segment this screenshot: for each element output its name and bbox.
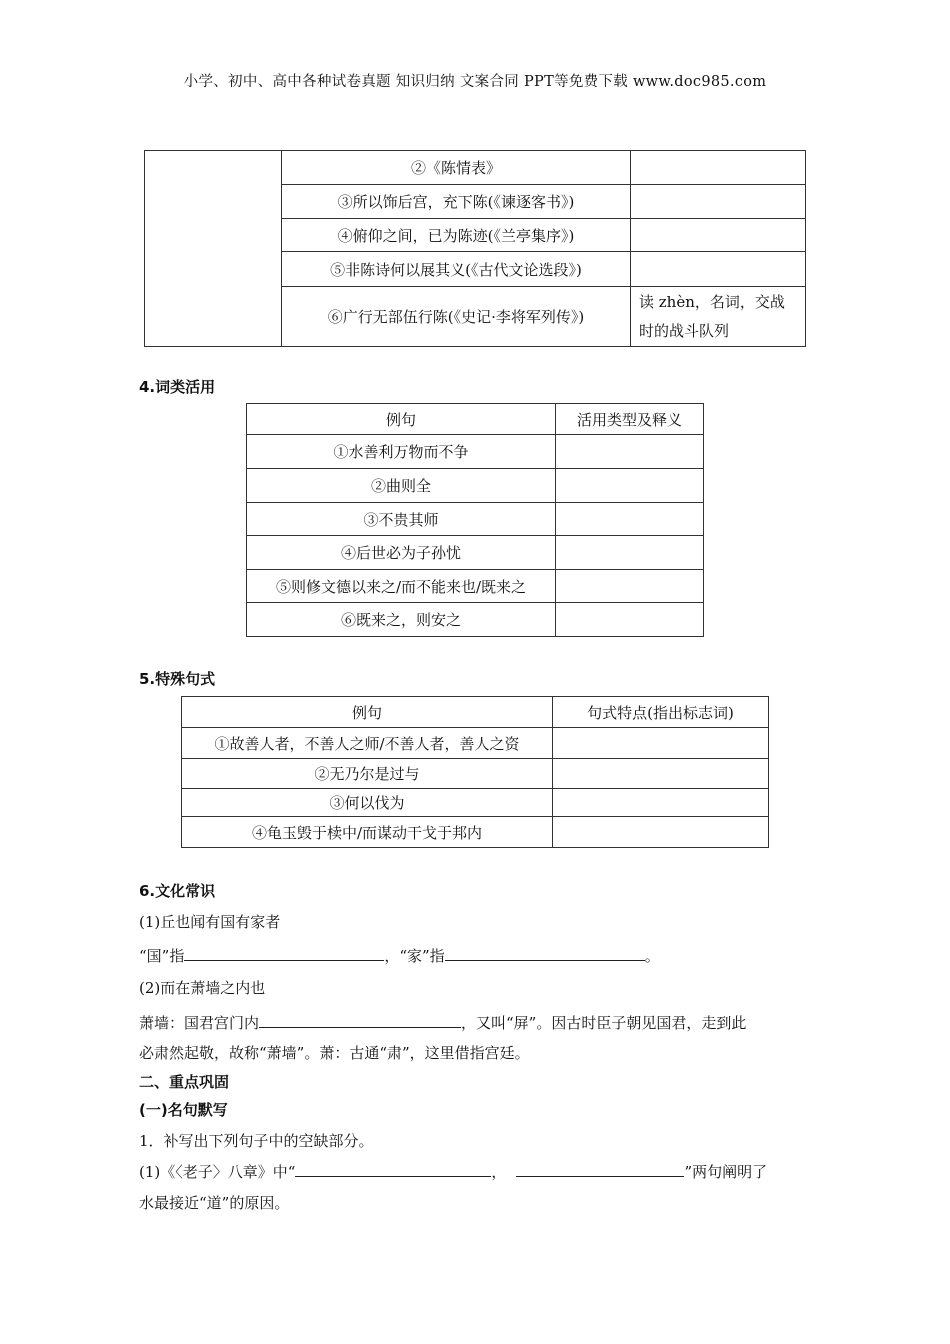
table-cell <box>556 503 704 536</box>
text-fragment: (1)《〈老子〉八章》中“ <box>139 1163 296 1181</box>
table-cell <box>631 252 806 287</box>
section-title: 4.词类活用 <box>139 378 216 396</box>
text-fragment: “国”指 <box>139 947 185 965</box>
table-cell: ⑥广行无部伍行陈(《史记·李将军列传》) <box>282 287 631 347</box>
text-fragment: ”两句阐明了 <box>684 1163 768 1181</box>
table-cell: ①故善人者，不善人之师/不善人者，善人之资 <box>182 728 553 759</box>
table-cell <box>556 469 704 503</box>
table-cell: ③何以伐为 <box>182 789 553 817</box>
table-cell: ③所以饰后宫，充下陈(《谏逐客书》) <box>282 185 631 219</box>
table-cell: ③不贵其师 <box>247 503 556 536</box>
chen-meaning-table <box>144 150 806 347</box>
fill-line <box>139 1012 746 1033</box>
table-cell: ⑥既来之，则安之 <box>247 603 556 637</box>
answer-blank[interactable] <box>295 1162 491 1177</box>
table-cell: ⑤则修文德以来之/而不能来也/既来之 <box>247 570 556 603</box>
section-title: 6.文化常识 <box>139 882 216 900</box>
table-cell: ②《陈情表》 <box>282 151 631 185</box>
answer-blank[interactable] <box>445 946 645 961</box>
table-cell <box>556 536 704 570</box>
question-text: (2)而在萧墙之内也 <box>139 979 266 997</box>
text-fragment: ，“家”指 <box>384 947 445 965</box>
text-fragment: ， <box>491 1163 507 1181</box>
part-title: 二、重点巩固 <box>139 1073 230 1091</box>
question-text: 1．补写出下列句子中的空缺部分。 <box>139 1132 374 1150</box>
table-cell: ④后世必为子孙忧 <box>247 536 556 570</box>
table-cell <box>631 219 806 252</box>
answer-blank[interactable] <box>516 1162 684 1177</box>
meaning-line: 时的战斗队列 <box>639 321 730 340</box>
table-cell: ①水善利万物而不争 <box>247 435 556 469</box>
table-cell <box>553 789 769 817</box>
fill-line <box>139 1161 767 1182</box>
table-header: 例句 <box>247 404 556 435</box>
table-cell <box>631 151 806 185</box>
answer-blank[interactable] <box>184 946 384 961</box>
table-cell <box>556 603 704 637</box>
paragraph-text: 水最接近“道”的原因。 <box>139 1194 290 1212</box>
text-fragment: ，又叫“屏”。因古时臣子朝见国君，走到此 <box>461 1014 747 1032</box>
section-title: 5.特殊句式 <box>139 670 216 688</box>
answer-blank[interactable] <box>259 1013 461 1028</box>
table-cell <box>553 759 769 789</box>
question-text: (1)丘也闻有国有家者 <box>139 913 281 931</box>
paragraph-text: 必肃然起敬，故称“萧墙”。萧：古通“肃”，这里借指宫廷。 <box>139 1044 530 1062</box>
table-cell <box>556 435 704 469</box>
page-header: 小学、初中、高中各种试卷真题 知识归纳 文案合同 PPT等免费下载 www.doc985.com <box>183 74 767 90</box>
table-cell: ④龟玉毁于椟中/而谋动干戈于邦内 <box>182 817 553 848</box>
table-header: 活用类型及释义 <box>556 404 704 435</box>
table-header: 例句 <box>182 697 553 728</box>
table-cell <box>556 570 704 603</box>
text-fragment: 萧墙：国君宫门内 <box>139 1014 260 1032</box>
table-cell <box>631 185 806 219</box>
table-header: 句式特点(指出标志词) <box>553 697 769 728</box>
subsection-title: (一)名句默写 <box>139 1101 228 1119</box>
text-fragment: 。 <box>644 947 660 965</box>
table-cell <box>631 287 806 347</box>
table-cell: ④俯仰之间，已为陈迹(《兰亭集序》) <box>282 219 631 252</box>
sentence-pattern-table <box>181 696 769 848</box>
table-cell: ⑤非陈诗何以展其义(《古代文论选段》) <box>282 252 631 287</box>
table-cell: ②曲则全 <box>247 469 556 503</box>
fill-line <box>139 945 660 966</box>
word-usage-table <box>246 403 704 637</box>
table-cell: ②无乃尔是过与 <box>182 759 553 789</box>
meaning-line: 读 zhèn，名词，交战 <box>639 292 785 311</box>
table-cell <box>553 728 769 759</box>
table-cell <box>553 817 769 848</box>
empty-cell <box>145 151 282 347</box>
